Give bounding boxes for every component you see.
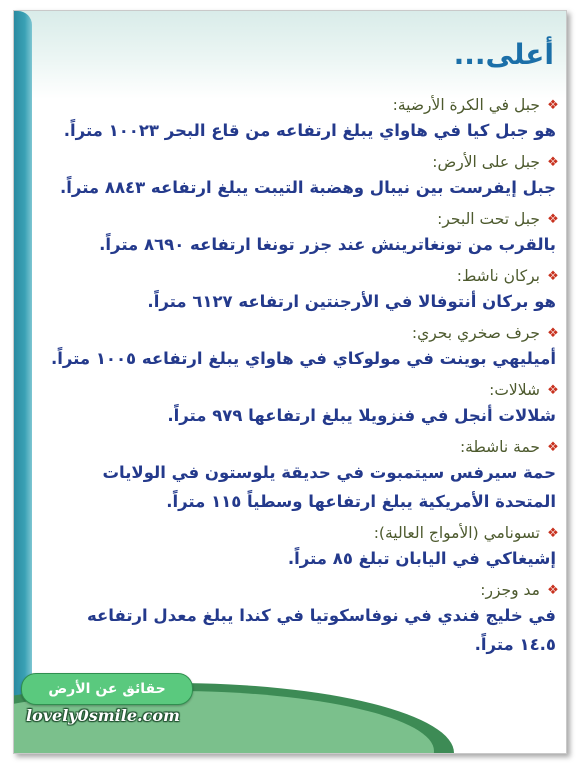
fact-heading-label: مد وجزر:	[480, 581, 540, 599]
fact-heading-label: حمة ناشطة:	[459, 438, 540, 456]
fact-heading-label: تسونامي (الأمواج العالية):	[373, 524, 540, 542]
fact-heading	[50, 522, 560, 544]
fact-entry	[50, 265, 560, 316]
fact-entry	[50, 151, 560, 202]
category-badge[interactable]: حقائق عن الأرض	[21, 673, 193, 705]
fact-entry	[50, 522, 560, 573]
fact-text: شلالات أنجل في فنزويلا يبلغ ارتفاعها ٩٧٩ متراً.	[167, 406, 556, 425]
fact-entry	[50, 379, 560, 430]
fact-heading-label: جبل على الأرض:	[432, 153, 540, 171]
left-accent-bar	[14, 11, 32, 753]
fact-text: إشيغاكي في اليابان تبلغ ٨٥ متراً.	[287, 549, 556, 568]
fact-heading	[50, 151, 560, 173]
facts-list	[50, 90, 560, 665]
fact-heading-label: جرف صخري بحري:	[411, 324, 540, 342]
fact-heading	[50, 208, 560, 230]
fact-heading	[50, 436, 560, 458]
bullet-icon: ❖	[547, 268, 559, 284]
fact-text: في خليج فندي في نوفاسكوتيا في كندا يبلغ معدل ارتفاعه ١٤.٥ متراً.	[86, 606, 556, 654]
fact-heading	[50, 94, 560, 116]
fact-entry	[50, 94, 560, 145]
fact-text: بالقرب من تونغاترينش عند جزر تونغا ارتفاعه ٨٦٩٠ متراً.	[99, 235, 556, 254]
fact-heading-label: بركان ناشط:	[456, 267, 540, 285]
fact-heading-label: جبل في الكرة الأرضية:	[392, 96, 540, 114]
fact-heading-label: جبل تحت البحر:	[437, 210, 540, 228]
fact-entry	[50, 208, 560, 259]
fact-text: أميليهي بوينت في مولوكاي في هاواي يبلغ ارتفاعه ١٠٠٥ متراً.	[50, 349, 556, 368]
fact-heading	[50, 579, 560, 601]
fact-text: جبل إيفرست بين نيبال وهضبة التيبت يبلغ ارتفاعه ٨٨٤٣ متراً.	[60, 178, 556, 197]
page-title: أعلى...	[453, 38, 554, 71]
bullet-icon: ❖	[547, 211, 559, 227]
bullet-icon: ❖	[547, 382, 559, 398]
fact-entry	[50, 436, 560, 516]
bullet-icon: ❖	[547, 582, 559, 598]
bullet-icon: ❖	[547, 325, 559, 341]
bullet-icon: ❖	[547, 439, 559, 455]
fact-heading-label: شلالات:	[489, 381, 540, 399]
fact-entry	[50, 579, 560, 659]
fact-entry	[50, 322, 560, 373]
fact-heading	[50, 265, 560, 287]
bullet-icon: ❖	[547, 525, 559, 541]
fact-text: هو بركان أنتوفالا في الأرجنتين ارتفاعه ٦١٢٧ متراً.	[147, 292, 556, 311]
bullet-icon: ❖	[547, 97, 559, 113]
fact-heading	[50, 322, 560, 344]
site-watermark: lovely0smile.com	[26, 706, 180, 725]
fact-text: حمة سيرفس سيتمبوت في حديقة يلوستون في الولايات المتحدة الأمريكية يبلغ ارتفاعها وسطياً ١١٥ متراً.	[102, 463, 556, 511]
bullet-icon: ❖	[547, 154, 559, 170]
fact-heading	[50, 379, 560, 401]
fact-text: هو جبل كيا في هاواي يبلغ ارتفاعه من قاع البحر ١٠٠٢٣ متراً.	[63, 121, 556, 140]
